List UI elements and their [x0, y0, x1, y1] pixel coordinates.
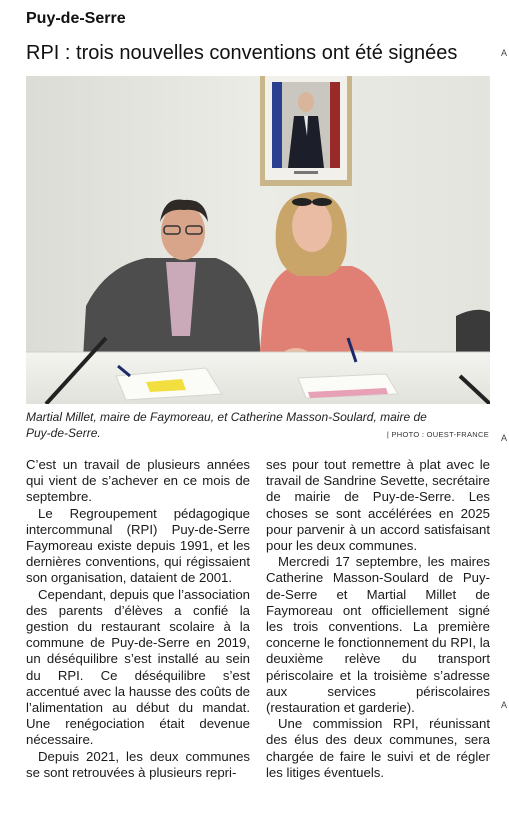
article-paragraph: Le Regroupement pédagogique intercommunal (RPI) Puy-de-Serre Faymoreau existe depuis 1991, et les dernières conventions, qui régissaient son organisation, dataient de 2001.: [26, 505, 250, 586]
article-column-left: [26, 457, 250, 781]
signing-scene-illustration: [26, 76, 490, 404]
article-paragraph: C’est un travail de plusieurs années qui vient de s’achever en ce mois de septembre.: [26, 457, 250, 505]
adjacent-article-edge: A: [500, 433, 507, 443]
framed-portrait: [260, 76, 352, 186]
photo-caption: Martial Millet, maire de Faymoreau, et Catherine Masson-Soulard, maire de Puy-de-Serre.: [26, 410, 427, 440]
photo-credit: | PHOTO : OUEST-FRANCE: [386, 430, 489, 439]
article-paragraph: Cependant, depuis que l’association des parents d’élèves a confié la gestion du restaurant scolaire à la commune de Puy-de-Serre en 2019, un déséquilibre s’est installé au sein du RPI. Ce déséquilibre s’est accentué avec la hausse des coûts de l’alimentation au début du mandat. Une renégociation était devenue nécessaire.: [26, 586, 250, 748]
adjacent-article-edge: A: [500, 700, 507, 710]
article-paragraph: Une commission RPI, réunissant des élus des deux communes, sera chargée de faire le suivi et de régler les litiges éventuels.: [266, 716, 490, 780]
article-photo: [26, 76, 490, 404]
article-column-right: [266, 457, 490, 781]
article-kicker: Puy-de-Serre: [26, 10, 126, 27]
article-headline: RPI : trois nouvelles conventions ont été signées: [26, 42, 458, 64]
article-paragraph: Depuis 2021, les deux communes se sont retrouvées à plusieurs repri-: [26, 748, 250, 780]
article-paragraph: Mercredi 17 septembre, les maires Catherine Masson-Soulard de Puy-de-Serre et Martial Millet de Faymoreau ont officiellement signé les trois conventions. La première concerne le fonctionnement du RPI, la deuxième relève du transport périscolaire et la troisième s’adresse aux services périscolaires (restauration et garderie).: [266, 554, 490, 716]
adjacent-article-edge: A: [500, 48, 507, 58]
article-paragraph: ses pour tout remettre à plat avec le travail de Sandrine Sevette, secrétaire de mairie de Puy-de-Serre. Les choses se sont accélérées en 2025 pour parvenir à un accord satisfaisant pour les deux communes.: [266, 457, 490, 554]
